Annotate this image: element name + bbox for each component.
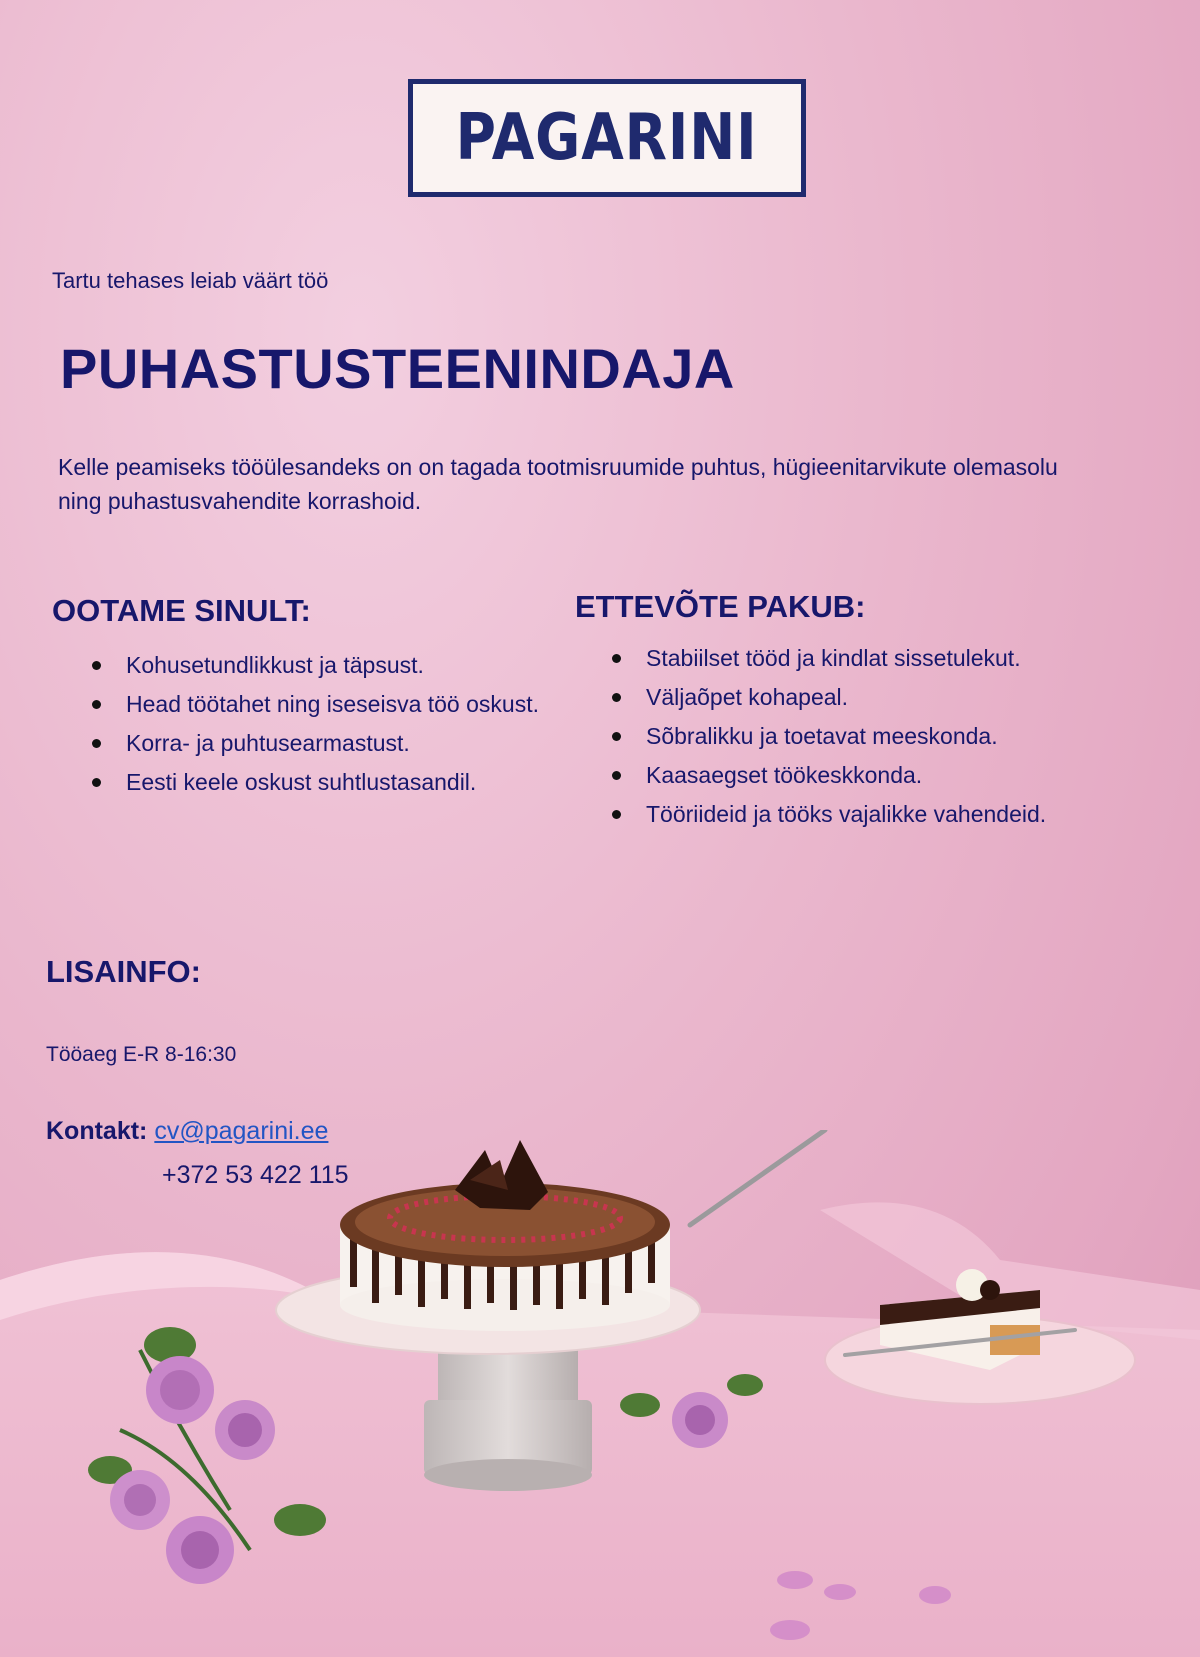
contact-label: Kontakt: <box>46 1117 148 1145</box>
offer-heading: ETTEVÕTE PAKUB: <box>575 589 866 624</box>
list-item: Eesti keele oskust suhtlustasandil. <box>92 763 542 802</box>
list-item: Tööriideid ja tööks vajalikke vahendeid. <box>612 795 1152 834</box>
cake <box>340 1140 670 1331</box>
pagarini-logo <box>408 79 806 197</box>
working-hours: Tööaeg E-R 8-16:30 <box>46 1043 237 1066</box>
requirements-heading: OOTAME SINULT: <box>52 593 311 628</box>
list-item: Sõbralikku ja toetavat meeskonda. <box>612 717 1152 756</box>
list-item: Stabiilset tööd ja kindlat sissetulekut. <box>612 639 1152 678</box>
offer-list <box>612 639 1152 834</box>
logo-text: PAGARINI <box>456 101 758 175</box>
list-item: Head töötahet ning iseseisva töö oskust. <box>92 685 542 724</box>
requirements-list <box>92 646 542 802</box>
intro-text: Tartu tehases leiab väärt töö <box>52 268 329 293</box>
info-heading: LISAINFO: <box>46 954 201 989</box>
list-item: Kohusetundlikkust ja täpsust. <box>92 646 542 685</box>
cake-photo-illustration <box>0 1130 1200 1657</box>
cake-server <box>690 1130 825 1225</box>
list-item: Kaasaegset töökeskkonda. <box>612 756 1152 795</box>
list-item: Korra- ja puhtusearmastust. <box>92 724 542 763</box>
list-item: Väljaõpet kohapeal. <box>612 678 1152 717</box>
email-link[interactable]: cv@pagarini.ee <box>154 1117 329 1145</box>
job-title: PUHASTUSTEENINDAJA <box>60 337 735 400</box>
phone-number: +372 53 422 115 <box>162 1161 349 1189</box>
job-description: Kelle peamiseks tööülesandeks on on tagada tootmisruumide puhtus, hügieenitarvikute olemasolu ning puhastusvahendite korrashoid. <box>58 454 1058 514</box>
